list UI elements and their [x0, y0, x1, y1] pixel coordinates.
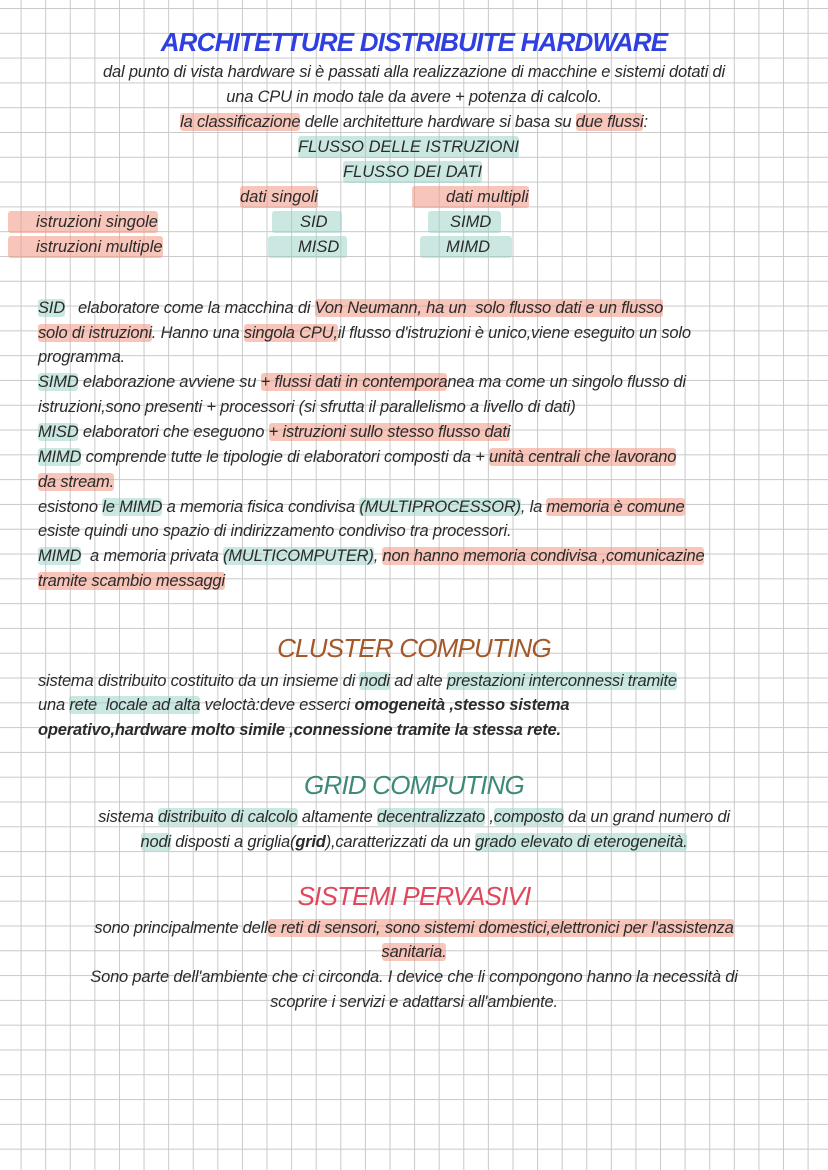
text-segment: elaborazione avviene su [78, 373, 261, 391]
grid-line [0, 806, 828, 828]
text-segment: comprende tutte le tipologie di elaboratori composti da + [81, 448, 490, 466]
highlighted-text: (MULTIPROCESSOR) [359, 498, 521, 516]
body-line [38, 496, 828, 518]
body-line [38, 371, 828, 393]
highlighted-text: non hanno memoria condivisa ,comunicazine [382, 547, 705, 565]
pervasive-line [0, 966, 828, 988]
text-segment: a memoria privata [81, 547, 224, 565]
cell-simd: SIMD [428, 211, 501, 233]
intro-line [0, 111, 828, 133]
text-segment: veloctà:deve esserci [200, 696, 355, 714]
body-line [38, 545, 828, 567]
highlighted-text: (MULTICOMPUTER) [223, 547, 374, 565]
col-multi-data: dati multipli [412, 186, 529, 208]
highlighted-text: nodi [140, 833, 171, 851]
highlighted-text: singola CPU, [243, 324, 338, 342]
text-segment: delle architetture hardware si basa su [300, 113, 576, 131]
cell-sid: SID [272, 211, 342, 233]
highlighted-text: solo di istruzioni [38, 324, 152, 342]
highlighted-text: distribuito di calcolo [157, 808, 298, 826]
highlighted-text: da stream. [38, 473, 114, 491]
highlighted-text: MIMD [38, 448, 82, 466]
highlighted-text: composto [493, 808, 564, 826]
intro-line [0, 86, 828, 108]
body-line [38, 346, 828, 368]
text-segment: ad alte [389, 672, 447, 690]
highlighted-text: tramite scambio messaggi [38, 572, 225, 590]
highlighted-text: Von Neumann, ha un solo flusso dati e un flusso [314, 299, 664, 317]
body-line [38, 421, 828, 443]
text-segment: elaboratori che eseguono [78, 423, 269, 441]
text-segment: sistema [98, 808, 158, 826]
text-segment: a memoria fisica condivisa [162, 498, 360, 516]
cluster-line [38, 694, 828, 716]
body-line [38, 520, 828, 542]
text-segment: istruzioni,sono presenti + processori (si sfrutta il parallelismo a livello di dati) [38, 398, 576, 416]
text-segment: sistema distribuito costituito da un insieme di [38, 672, 360, 690]
text-segment: , la [520, 498, 547, 516]
text-segment: da un grand numero di [563, 808, 730, 826]
title-cluster: CLUSTER COMPUTING [277, 633, 551, 663]
text-segment: grid [295, 833, 326, 851]
text-segment: elaboratore come la macchina di [64, 299, 315, 317]
text-segment: programma. [38, 348, 125, 366]
text-segment: . Hanno una [151, 324, 244, 342]
highlighted-text: SID [38, 299, 65, 317]
text-segment: scoprire i servizi e adattarsi all'ambiente. [270, 993, 558, 1011]
highlighted-text: due flussi [575, 113, 644, 131]
highlighted-text: grado elevato di eterogeneità. [475, 833, 688, 851]
body-line [38, 570, 828, 592]
cluster-line [38, 670, 828, 692]
grid-line [0, 831, 828, 853]
cell-misd: MISD [268, 236, 347, 258]
text-segment: , [484, 808, 494, 826]
highlighted-text: + flussi dati in contempora [260, 373, 448, 391]
text-segment: : [643, 113, 648, 131]
text-segment: operativo,hardware molto simile ,connessione tramite la stessa rete. [38, 721, 561, 739]
title-pervasive: SISTEMI PERVASIVI [297, 881, 531, 911]
text-segment: esistono [38, 498, 103, 516]
highlighted-text: decentralizzato [376, 808, 485, 826]
highlighted-text: le MIMD [102, 498, 163, 516]
text-segment: altamente [297, 808, 377, 826]
highlighted-text: MISD [38, 423, 79, 441]
highlighted-text: la classificazione [180, 113, 301, 131]
pervasive-line [0, 917, 828, 939]
highlighted-text: SIMD [38, 373, 79, 391]
highlighted-text: nodi [359, 672, 390, 690]
row-multi-instr: istruzioni multiple [8, 236, 163, 258]
text-segment: Sono parte dell'ambiente che ci circonda. I device che li compongono hanno la necessità di [90, 968, 738, 986]
highlighted-text: sanitaria. [381, 943, 447, 961]
text-segment: dal punto di vista hardware si è passati alla realizzazione di macchine e sistemi dotati di [103, 63, 725, 81]
text-segment: esiste quindi uno spazio di indirizzamento condiviso tra processori. [38, 522, 512, 540]
text-segment: sono principalmente dell [94, 919, 268, 937]
highlighted-text: memoria è comune [546, 498, 685, 516]
flow-data: FLUSSO DEI DATI [343, 163, 483, 181]
highlighted-text: MIMD [38, 547, 82, 565]
pervasive-line [0, 941, 828, 963]
highlighted-text: rete locale ad alta [69, 696, 201, 714]
title-grid: GRID COMPUTING [304, 770, 524, 800]
text-segment: il flusso d'istruzioni è unico,viene eseguito un solo [337, 324, 691, 342]
col-single-data: dati singoli [240, 188, 318, 206]
highlighted-text: e reti di sensori, sono sistemi domestici,elettronici per l'assistenza [267, 919, 734, 937]
text-segment: disposti a griglia( [170, 833, 296, 851]
intro-line [0, 61, 828, 83]
body-line [38, 322, 828, 344]
text-segment: una CPU in modo tale da avere + potenza di calcolo. [226, 88, 602, 106]
body-line [38, 396, 828, 418]
pervasive-line [0, 991, 828, 1013]
text-segment: omogeneità ,stesso sistema [354, 696, 570, 714]
highlighted-text: prestazioni interconnessi tramite [446, 672, 677, 690]
body-line [38, 446, 828, 468]
body-line [38, 297, 828, 319]
text-segment: , [373, 547, 383, 565]
text-segment: nea ma come un singolo flusso di [447, 373, 686, 391]
row-single-instr: istruzioni singole [8, 211, 158, 233]
cluster-line [38, 719, 828, 741]
title-architetture: ARCHITETTURE DISTRIBUITE HARDWARE [160, 27, 668, 57]
body-line [38, 471, 828, 493]
highlighted-text: unità centrali che lavorano [489, 448, 677, 466]
cell-mimd: MIMD [420, 236, 512, 258]
text-segment: una [38, 696, 70, 714]
highlighted-text: + istruzioni sullo stesso flusso dati [268, 423, 511, 441]
text-segment: ),caratterizzati da un [325, 833, 476, 851]
flow-instructions: FLUSSO DELLE ISTRUZIONI [298, 138, 519, 156]
